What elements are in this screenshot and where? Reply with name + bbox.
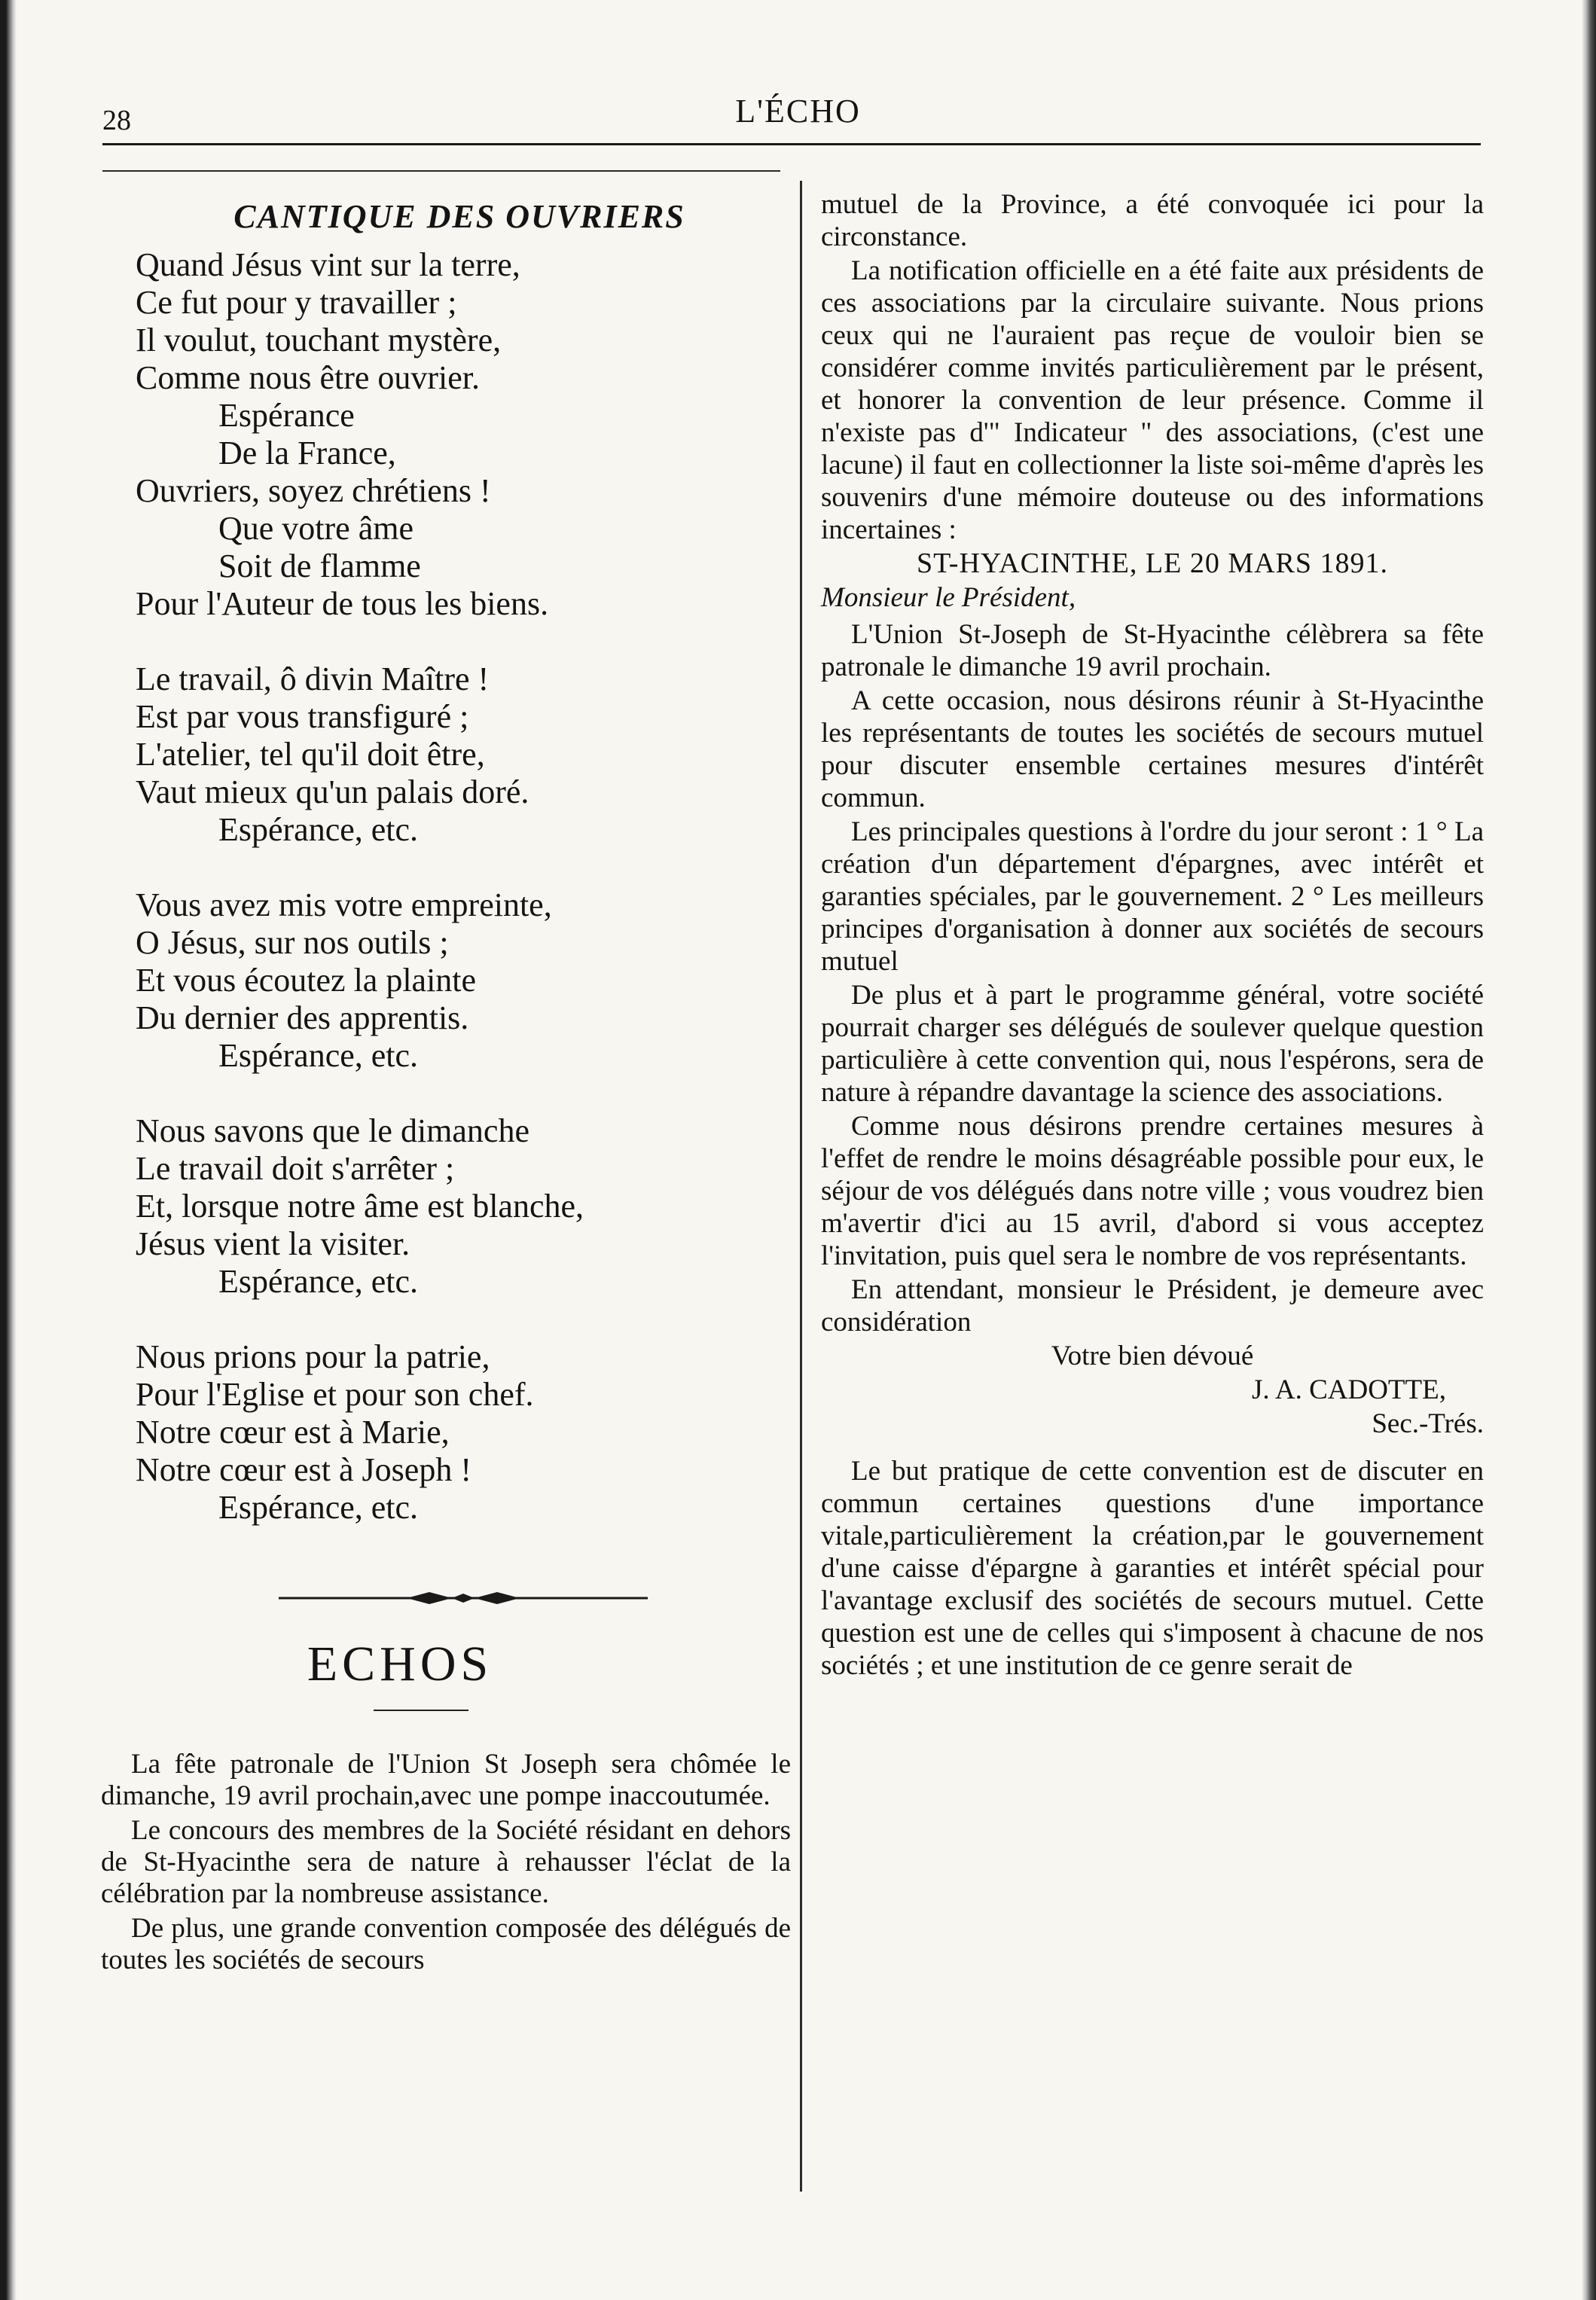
letter-paragraph: Comme nous désirons prendre certaines mesures à l'effet de rendre le moins désagréable possible pour eux, le séjour de vos délégués dans notre ville ; vous voudrez bien m'avertir d'ici au 15 avril, d'abord si vous acceptez l'invitation, puis quel sera le nombre de vos représentants. [821, 1111, 1484, 1271]
column-divider [800, 181, 802, 2192]
letter-closing: Votre bien dévoué [1051, 1341, 1254, 1371]
poem-line: Que votre âme [218, 510, 413, 547]
intro-paragraph: La notification officielle en a été faite aux présidents de ces associations par la circulaire suivante. Nous prions ceux qui ne l'auraient pas reçue de vouloir bien se considérer comme invités particulièrement par le présent, et honorer la convention de leur présence. Comme il n'existe pas d'" Indicateur " des associations, (c'est une lacune) il faut en collectionner la liste soi-même d'après les souvenirs d'une mémoire douteuse ou des informations incertaines : [821, 255, 1484, 545]
poem-stanza [136, 246, 783, 623]
poem-line: Le travail, ô divin Maître ! [136, 660, 490, 697]
poem [136, 197, 783, 1564]
letter-paragraph: L'Union St-Joseph de St-Hyacinthe célèbrera sa fête patronale le dimanche 19 avril prochain. [821, 619, 1484, 682]
intro-paragraphs [821, 188, 1484, 546]
echos-section [101, 1749, 791, 1979]
section-rule [374, 1710, 468, 1711]
poem-line: Espérance, etc. [218, 1489, 419, 1526]
header-rule [102, 143, 1481, 145]
poem-stanza [136, 1338, 783, 1527]
poem-line: L'atelier, tel qu'il doit être, [136, 736, 485, 773]
poem-line: Le travail doit s'arrêter ; [136, 1150, 455, 1187]
poem-line: Notre cœur est à Joseph ! [136, 1451, 471, 1488]
poem-line: Quand Jésus vint sur la terre, [136, 246, 520, 283]
section-title-echos: ECHOS [307, 1637, 493, 1691]
poem-line: Ce fut pour y travailler ; [136, 284, 457, 321]
poem-stanza [136, 660, 783, 849]
echos-paragraph: Le concours des membres de la Société résidant en dehors de St-Hyacinthe sera de nature à rehausser l'éclat de la célébration par la nombreuse assistance. [101, 1815, 791, 1909]
poem-stanza [136, 886, 783, 1075]
final-paragraph: Le but pratique de cette convention est de discuter en commun certaines questions d'une importance vitale,particulièrement la création,par le gouvernement d'une caisse d'épargne à garanties et intérêt spécial pour l'avantage exclusif des sociétés de secours mutuel. Cette question est une de celles qui s'imposent à chacune de nos sociétés ; et une institution de ce genre serait de [821, 1456, 1484, 1681]
intro-paragraph: mutuel de la Province, a été convoquée ici pour la circonstance. [821, 189, 1484, 252]
letter-salutation: Monsieur le Président, [821, 582, 1076, 613]
page-number: 28 [102, 105, 131, 136]
poem-line: Vaut mieux qu'un palais doré. [136, 773, 529, 810]
echos-paragraph: De plus, une grande convention composée des délégués de toutes les sociétés de secours [101, 1913, 791, 1975]
poem-line: De la France, [218, 435, 396, 471]
letter-body [821, 618, 1484, 1338]
letter-paragraph: Les principales questions à l'ordre du jour seront : 1 ° La création d'un département d'épargnes, avec intérêt et garanties spéciales, par le gouvernement. 2 ° Les meilleurs principes d'organisation à donner aux sociétés de secours mutuel [821, 816, 1484, 977]
poem-line: Et, lorsque notre âme est blanche, [136, 1188, 584, 1225]
poem-stanza [136, 1112, 783, 1301]
poem-line: Notre cœur est à Marie, [136, 1414, 450, 1450]
poem-line: Du dernier des apprentis. [136, 999, 469, 1036]
signature-title: Sec.-Trés. [1372, 1408, 1484, 1439]
poem-line: Espérance [218, 397, 355, 434]
right-column [821, 188, 1484, 1683]
page-edge-shadow [1582, 0, 1596, 2300]
poem-line: Nous savons que le dimanche [136, 1112, 529, 1149]
poem-line: Vous avez mis votre empreinte, [136, 886, 552, 923]
poem-line: Soit de flamme [218, 548, 421, 584]
poem-line: Nous prions pour la patrie, [136, 1338, 490, 1375]
ornament-divider [279, 1589, 648, 1607]
letter-dateline: ST-HYACINTHE, LE 20 MARS 1891. [916, 548, 1389, 579]
poem-line: O Jésus, sur nos outils ; [136, 924, 449, 961]
poem-line: Pour l'Auteur de tous les biens. [136, 585, 549, 622]
poem-line: Pour l'Eglise et pour son chef. [136, 1376, 534, 1413]
poem-line: Espérance, etc. [218, 811, 419, 848]
poem-line: Jésus vient la visiter. [136, 1225, 410, 1262]
echos-paragraph: La fête patronale de l'Union St Joseph sera chômée le dimanche, 19 avril prochain,avec une pompe inaccoutumée. [101, 1749, 791, 1811]
header-rule-secondary [102, 170, 780, 172]
poem-line: Espérance, etc. [218, 1263, 419, 1300]
poem-line: Ouvriers, soyez chrétiens ! [136, 472, 491, 509]
poem-line: Comme nous être ouvrier. [136, 359, 481, 396]
letter-paragraph: En attendant, monsieur le Président, je demeure avec considération [821, 1274, 1484, 1338]
signature-name: J. A. CADOTTE, [1252, 1374, 1446, 1405]
poem-line: Il voulut, touchant mystère, [136, 322, 502, 358]
binding-edge [0, 0, 17, 2300]
letter-paragraph: De plus et à part le programme général, votre société pourrait charger ses délégués de soulever quelque question particulière à cette convention qui, nous l'espérons, sera de nature à répandre davantage la science des associations. [821, 980, 1484, 1108]
journal-title: L'ÉCHO [735, 93, 861, 130]
poem-line: Espérance, etc. [218, 1037, 419, 1074]
poem-stanzas [136, 246, 783, 1527]
letter-paragraph: A cette occasion, nous désirons réunir à St-Hyacinthe les représentants de toutes les sociétés de secours mutuel pour discuter ensemble certaines mesures d'intérêt commun. [821, 685, 1484, 813]
poem-line: Est par vous transfiguré ; [136, 698, 469, 735]
poem-line: Et vous écoutez la plainte [136, 962, 477, 999]
poem-title: CANTIQUE DES OUVRIERS [233, 198, 685, 235]
